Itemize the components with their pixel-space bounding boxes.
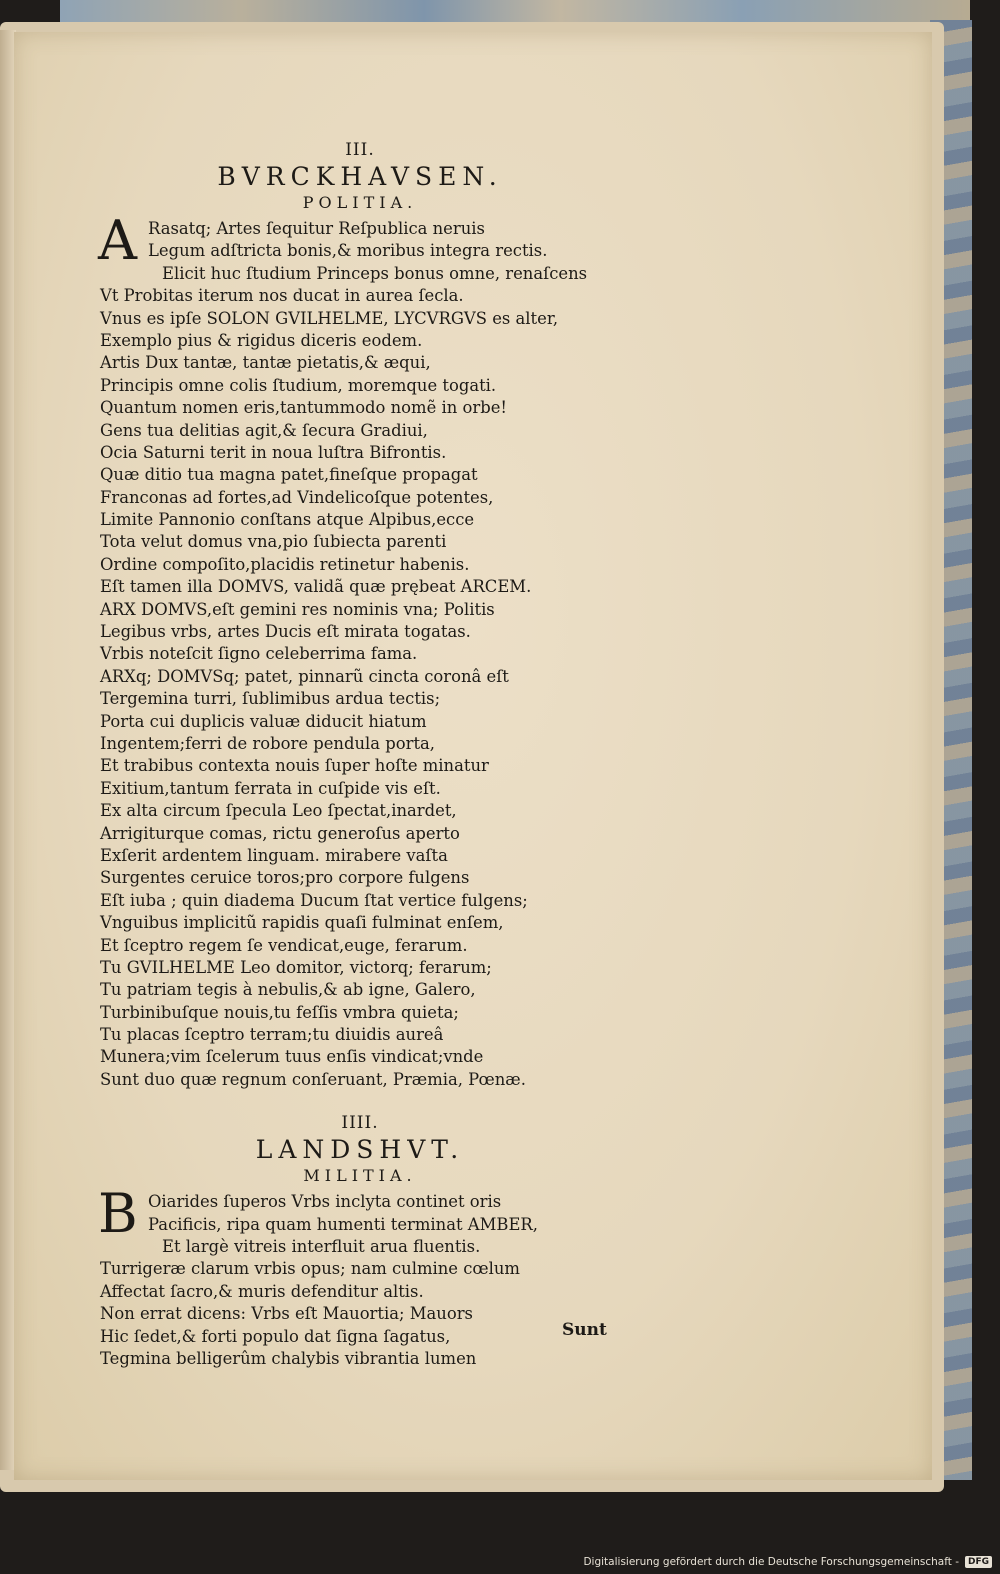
verse-line: ARXq; DOMVSq; patet, pinnarũ cincta coronâ eſt — [100, 666, 509, 686]
verse-line: Tu placas ſceptro terram;tu diuidis aureâ — [100, 1025, 444, 1045]
catchword: Sunt — [562, 1320, 607, 1340]
verse-line: Eſt tamen illa DOMVS, validã quæ prębeat ARCEM. — [100, 577, 532, 597]
verse-line: Tota velut domus vna,pio ſubiecta parenti — [100, 532, 447, 552]
verse-line: Ingentem;ferri de robore pendula porta, — [100, 733, 436, 753]
verse-line: Artis Dux tantæ, tantæ pietatis,& æqui, — [100, 353, 431, 373]
verse-line: Legibus vrbs, artes Ducis eſt mirata togatas. — [100, 622, 471, 642]
verse-line: Tu GVILHELME Leo domitor, victorq; ferarum; — [100, 957, 492, 977]
verse-line: Hic ſedet,& forti populo dat ſigna ſagatus, — [100, 1326, 451, 1346]
digitization-footer — [583, 1556, 992, 1568]
verse-line: Ordine compoſito,placidis retinetur habenis. — [100, 554, 470, 574]
verse-line: Et ſceptro regem ſe vendicat,euge, ferarum. — [100, 935, 468, 955]
verse-line: Turrigeræ clarum vrbis opus; nam culmine cœlum — [100, 1259, 520, 1279]
verse-line: Ex alta circum ſpecula Leo ſpectat,inardet, — [100, 801, 457, 821]
drop-cap: A — [98, 209, 137, 272]
verse-line: Gens tua delitias agit,& ſecura Gradiui, — [100, 420, 428, 440]
verse-line: Sunt duo quæ regnum conſeruant, Præmia, Pœnæ. — [100, 1069, 526, 1089]
verse-line: Franconas ad fortes,ad Vindelicoſque potentes, — [100, 487, 494, 507]
section-subtitle: POLITIA. — [302, 193, 418, 212]
verse-line: Munera;vim ſcelerum tuus enſis vindicat;vnde — [100, 1047, 484, 1067]
verse-line: Non errat dicens: Vrbs eſt Mauortia; Mauors — [100, 1304, 473, 1324]
verse-line: Ocia Saturni terit in noua luſtra Bifrontis. — [100, 442, 447, 462]
verse-line: Principis omne colis ſtudium, moremque togati. — [100, 375, 497, 395]
verse-line: Legum adſtricta bonis,& moribus integra rectis. — [148, 241, 548, 261]
verse-line: Tegmina belligerûm chalybis vibrantia lumen — [100, 1348, 477, 1368]
verse-line: ARX DOMVS,eſt gemini res nominis vna; Politis — [100, 599, 495, 619]
dfg-logo: DFG — [965, 1556, 992, 1568]
verse-line: Pacificis, ripa quam humenti terminat AMBER, — [148, 1214, 538, 1234]
verse-line: Vt Probitas iterum nos ducat in aurea ſecla. — [100, 286, 464, 306]
footer-text: Digitalisierung gefördert durch die Deutsche Forschungsgemeinschaft - — [583, 1556, 959, 1568]
verse-line: Elicit huc ſtudium Princeps bonus omne, renaſcens — [162, 263, 588, 283]
poem-stanza-2 — [98, 1182, 620, 1370]
verse-line: Tu patriam tegis à nebulis,& ab igne, Galero, — [100, 980, 476, 1000]
verse-line: Tergemina turri, ſublimibus ardua tectis; — [100, 689, 441, 709]
verse-line: Oiarides ſuperos Vrbs inclyta continet oris — [148, 1192, 502, 1212]
section-gap — [100, 1091, 620, 1113]
verse-line: Surgentes ceruice toros;pro corpore fulgens — [100, 868, 470, 888]
section-title: LANDSHVT. — [255, 1135, 465, 1165]
verse-line: Exemplo pius & rigidus diceris eodem. — [100, 330, 423, 350]
page-text — [100, 140, 620, 1370]
verse-line: Quæ ditio tua magna patet,fineſque propagat — [100, 465, 478, 485]
section-title: BVRCKHAVSEN. — [217, 162, 503, 191]
verse-line: Rasatq; Artes ſequitur Reſpublica neruis — [148, 219, 485, 238]
verse-line: Turbinibuſque nouis,tu feſſis vmbra quieta; — [100, 1002, 459, 1022]
verse-line: Limite Pannonio conſtans atque Alpibus,ecce — [100, 510, 475, 530]
verse-line: Et trabibus contexta nouis ſuper hoſte minatur — [100, 756, 489, 776]
verse-line: Eſt iuba ; quin diadema Ducum ſtat vertice fulgens; — [100, 890, 528, 910]
verse-line: Vnus es ipſe SOLON GVILHELME, LYCVRGVS es alter, — [100, 308, 559, 328]
verse-line: Exſerit ardentem linguam. mirabere vaſta — [100, 845, 448, 865]
book-page — [14, 32, 932, 1480]
verse-line: Arrigiturque comas, rictu generoſus aperto — [100, 823, 460, 843]
section-number: III. — [345, 140, 375, 160]
verse-line: Exitium,tantum ferrata in cuſpide vis eſt. — [100, 778, 441, 798]
verse-line: Quantum nomen eris,tantummodo nomẽ in orbe! — [100, 398, 507, 418]
verse-line: Affectat ſacro,& muris defenditur altis. — [100, 1281, 424, 1301]
verse-line: Et largè vitreis interfluit arua fluentis. — [162, 1237, 481, 1257]
poem-stanza-1 — [98, 209, 620, 1091]
verse-line: Porta cui duplicis valuæ diducit hiatum — [100, 711, 427, 731]
section-subtitle: MILITIA. — [303, 1166, 417, 1186]
drop-cap: B — [98, 1182, 138, 1246]
verse-line: Vnguibus implicitũ rapidis quaſi fulminat enſem, — [100, 913, 504, 933]
section-number: IIII. — [341, 1113, 379, 1134]
verse-line: Vrbis noteſcit ſigno celeberrima fama. — [100, 644, 418, 664]
